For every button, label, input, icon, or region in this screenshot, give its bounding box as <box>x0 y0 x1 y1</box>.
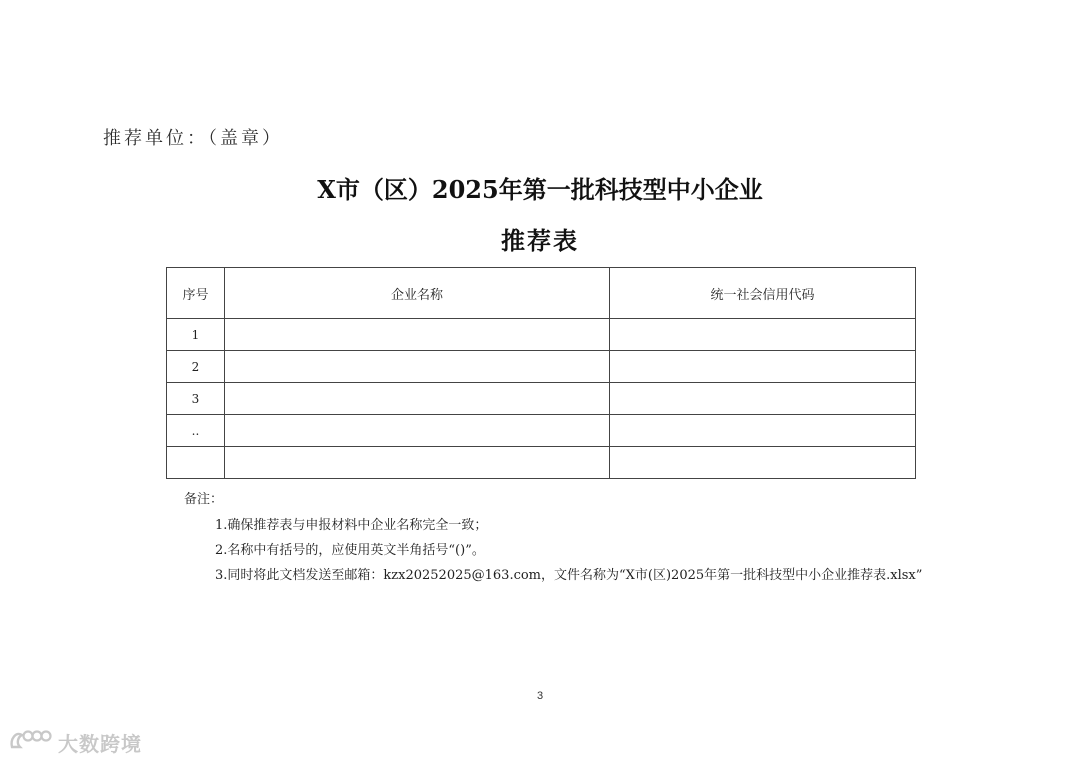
table-header-row <box>167 268 916 319</box>
header-seq: 序号 <box>167 268 225 319</box>
note-item: 2.名称中有括号的，应使用英文半角括号“()”。 <box>215 543 485 558</box>
table-row <box>167 319 916 351</box>
cell-credit-code <box>610 351 916 383</box>
cell-company-name <box>225 415 610 447</box>
form-subtitle: 推荐表 <box>501 226 579 255</box>
watermark <box>8 727 142 757</box>
brand-logo-icon <box>8 727 52 757</box>
cell-seq <box>167 447 225 479</box>
cell-credit-code <box>610 319 916 351</box>
cell-credit-code <box>610 383 916 415</box>
cell-seq: 2 <box>167 351 225 383</box>
recommendation-table <box>166 267 916 479</box>
notes-section <box>184 488 922 588</box>
table-row <box>167 447 916 479</box>
page-number: 3 <box>536 690 544 702</box>
recommend-unit-line: 推荐单位：（盖章） <box>103 128 283 149</box>
table-row <box>167 415 916 447</box>
header-company-name: 企业名称 <box>225 268 610 319</box>
cell-company-name <box>225 319 610 351</box>
cell-credit-code <box>610 415 916 447</box>
cell-company-name <box>225 383 610 415</box>
cell-seq: 1 <box>167 319 225 351</box>
header-credit-code: 统一社会信用代码 <box>610 268 916 319</box>
cell-seq: .. <box>167 415 225 447</box>
form-title: X市（区）2025年第一批科技型中小企业 <box>317 175 763 204</box>
note-item: 1.确保推荐表与申报材料中企业名称完全一致； <box>215 518 488 533</box>
note-item: 3.同时将此文档发送至邮箱：kzx20252025@163.com，文件名称为“X市(区)2025年第一批科技型中小企业推荐表.xlsx” <box>215 568 923 583</box>
table-row <box>167 383 916 415</box>
cell-seq: 3 <box>167 383 225 415</box>
table-row <box>167 351 916 383</box>
cell-company-name <box>225 447 610 479</box>
cell-company-name <box>225 351 610 383</box>
notes-label: 备注： <box>184 492 224 507</box>
watermark-text: 大数跨境 <box>58 731 142 756</box>
cell-credit-code <box>610 447 916 479</box>
